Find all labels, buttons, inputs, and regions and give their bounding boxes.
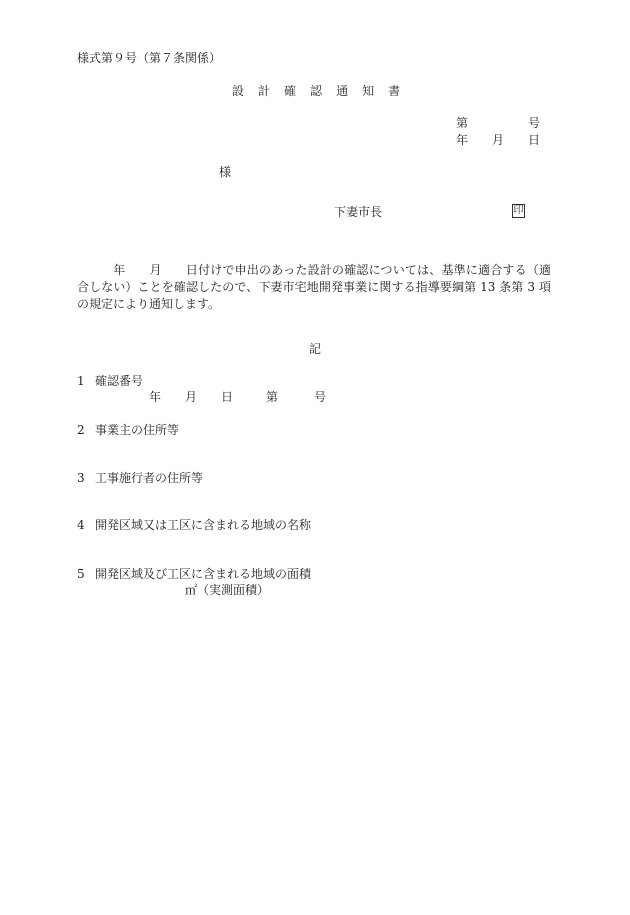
- title-char: 通: [336, 84, 349, 98]
- item-label: 開発区域及び工区に含まれる地域の面積: [95, 567, 312, 581]
- item-number: 3: [77, 471, 85, 485]
- title-char: 計: [258, 84, 271, 98]
- item1-dai: 第: [266, 390, 279, 404]
- title-char: 知: [362, 84, 375, 98]
- item1-go: 号: [314, 390, 327, 404]
- document-number-suffix: 号: [528, 116, 541, 130]
- item-label: 事業主の住所等: [95, 423, 180, 437]
- title-char: 書: [388, 84, 401, 98]
- document-title: [232, 85, 400, 97]
- title-char: 設: [232, 84, 245, 98]
- body-year: 年: [113, 263, 126, 277]
- item1-day: 日: [221, 390, 234, 404]
- item-label: 開発区域又は工区に含まれる地域の名称: [95, 518, 312, 532]
- item1-month: 月: [185, 390, 198, 404]
- item-label: 工事施行者の住所等: [95, 471, 204, 485]
- body-month: 月: [149, 263, 162, 277]
- item-number: 1: [77, 374, 85, 388]
- seal-mark: 印: [513, 205, 524, 216]
- body-text: 日付けで申出のあった設計の確認については、基準に適合する（適合しない）ことを確認したので、下妻市宅地開発事業に関する指導要綱第 13 条第 3 項の規定により通知します。: [77, 263, 551, 311]
- form-label: 様式第９号（第７条関係）: [77, 51, 222, 65]
- date-month: 月: [492, 133, 505, 147]
- date-year: 年: [456, 133, 469, 147]
- document-number-prefix: 第: [456, 116, 469, 130]
- item1-year: 年: [149, 390, 162, 404]
- item-number: 2: [77, 423, 85, 437]
- item-number: 5: [77, 567, 85, 581]
- date-day: 日: [528, 133, 541, 147]
- issuer-name: 下妻市長: [334, 205, 383, 219]
- item-label: 確認番号: [95, 374, 144, 388]
- addressee-suffix: 様: [219, 165, 232, 179]
- ki-heading: 記: [309, 342, 322, 356]
- item5-area-unit: ㎡（実測面積）: [185, 583, 270, 597]
- title-char: 確: [284, 84, 297, 98]
- title-char: 認: [310, 84, 323, 98]
- item-number: 4: [77, 518, 85, 532]
- notice-body: [77, 262, 551, 313]
